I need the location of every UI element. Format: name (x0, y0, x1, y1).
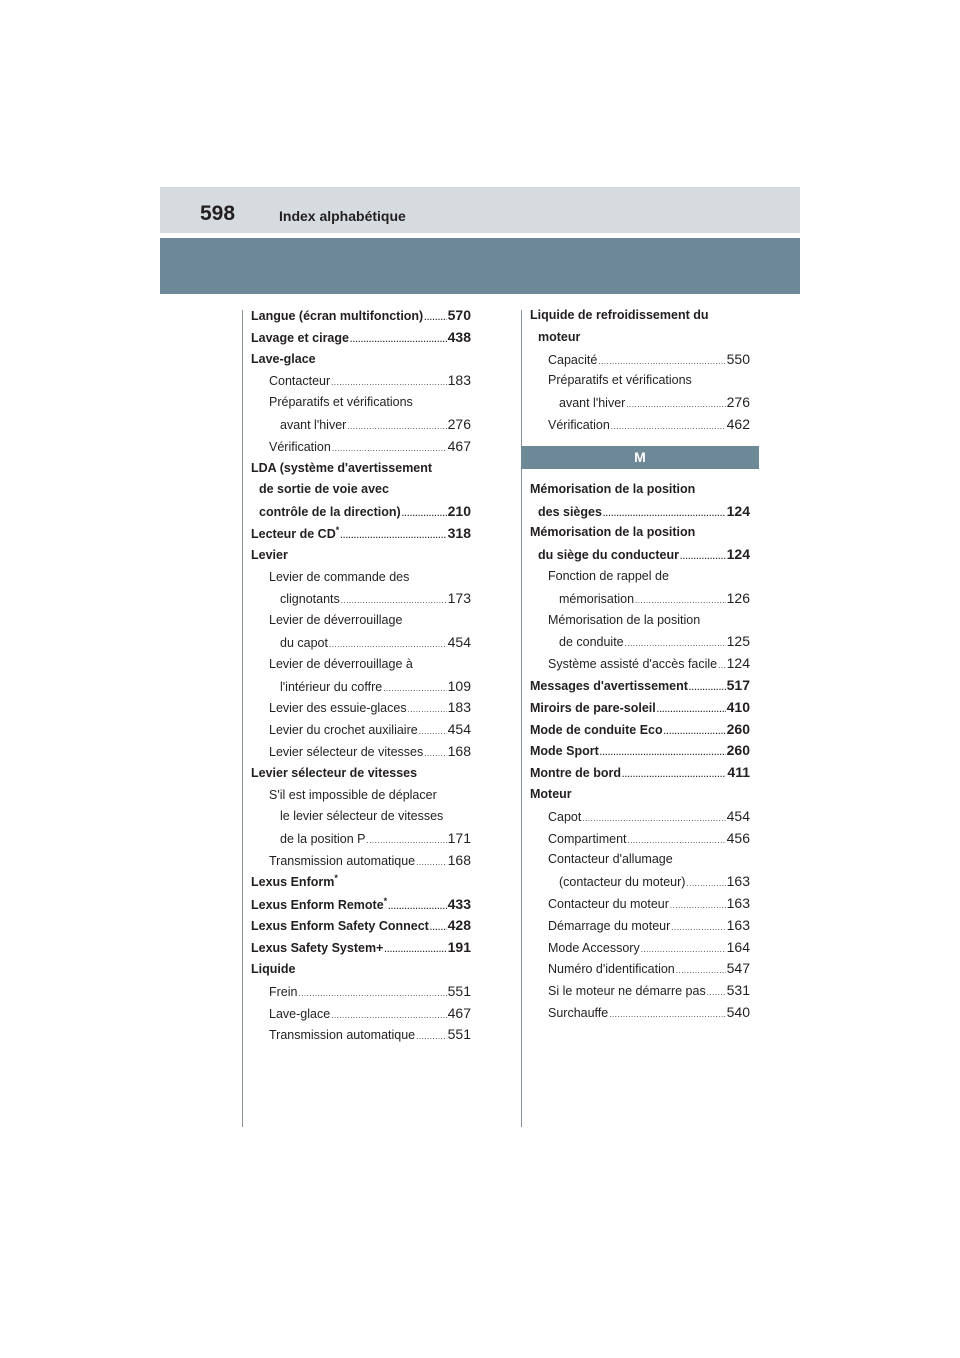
index-entry (251, 959, 471, 981)
footnote-asterisk: * (334, 872, 338, 883)
letter-heading-m: M (521, 446, 759, 469)
dot-leader (350, 329, 447, 349)
index-entry-term: Messages d'avertissement (530, 678, 688, 693)
dot-leader (347, 416, 446, 436)
index-entry-page: 191 (447, 939, 471, 956)
index-entry-term: Préparatifs et vérifications (548, 373, 692, 388)
index-entry-page: 411 (727, 764, 750, 781)
dot-leader (331, 372, 446, 392)
index-entry (251, 741, 471, 763)
index-entry-term: de sortie de voie avec (259, 482, 389, 497)
index-entry-term: Si le moteur ne démarre pas (548, 984, 706, 999)
dot-leader (419, 721, 447, 741)
index-entry-term: du capot (280, 635, 328, 650)
footnote-asterisk: * (383, 895, 388, 906)
index-entry-page: 124 (726, 546, 750, 563)
dot-leader (676, 960, 726, 980)
index-entry-term: le levier sélecteur de vitesses (280, 809, 444, 824)
index-entry (530, 544, 750, 566)
index-entry (251, 915, 471, 937)
index-entry-page: 173 (447, 590, 471, 607)
index-entry (251, 479, 471, 501)
index-entry-term: de conduite (559, 635, 624, 650)
index-entry (251, 436, 471, 458)
dot-leader (424, 743, 446, 763)
dot-leader (671, 917, 725, 937)
dot-leader (626, 394, 725, 414)
index-entry (251, 697, 471, 719)
index-entry-page: 125 (726, 633, 750, 650)
index-entry-page: 462 (726, 415, 750, 432)
index-entry (530, 719, 750, 741)
dot-leader (598, 351, 725, 371)
index-entry-page: 410 (726, 698, 750, 715)
index-entry (251, 610, 471, 632)
index-entry (530, 958, 750, 980)
dot-leader (332, 438, 447, 458)
index-entry (530, 522, 750, 544)
index-entry (251, 632, 471, 654)
index-entry (530, 653, 750, 675)
dot-leader (329, 634, 447, 654)
index-entry (530, 479, 750, 501)
index-entry-term: Système assisté d'accès facile (548, 657, 718, 672)
index-entry-page: 551 (447, 1026, 471, 1043)
index-entry-term: Lexus Enform Safety Connect (251, 919, 429, 934)
index-entry-term: Surchauffe (548, 1005, 609, 1020)
dot-leader (689, 677, 726, 697)
section-title: Index alphabétique (279, 208, 406, 224)
dot-leader (402, 503, 447, 523)
index-entry-term: Lave-glace (269, 1006, 331, 1021)
index-entry-page: 163 (726, 916, 750, 933)
dot-leader (388, 896, 446, 916)
dot-leader (707, 982, 726, 1002)
index-entry (530, 610, 750, 632)
index-entry-term: Montre de bord (530, 766, 621, 781)
index-entry-term: S'il est impossible de déplacer (269, 787, 437, 802)
index-entry-term: Levier de déverrouillage (269, 613, 403, 628)
index-entry (530, 566, 750, 588)
index-entry-term: Contacteur du moteur (548, 896, 669, 911)
index-entry (530, 784, 750, 806)
index-entry-term: Lavage et cirage (251, 330, 349, 345)
index-entry-page: 124 (726, 502, 750, 519)
index-entry-term: Mémorisation de la position (530, 481, 696, 496)
index-entry (251, 894, 471, 916)
index-entry-term: Levier de déverrouillage à (269, 656, 413, 671)
dot-leader (340, 525, 446, 545)
index-entry (251, 327, 471, 349)
header-color-band (160, 238, 800, 294)
index-entry-term: Contacteur d'allumage (548, 852, 673, 867)
dot-leader (664, 721, 726, 741)
index-entry-page: 124 (726, 655, 750, 672)
index-entry (251, 763, 471, 785)
index-entry (530, 740, 750, 762)
dot-leader (628, 830, 726, 850)
index-entry-term: LDA (système d'avertissement (251, 460, 433, 475)
index-entry-page: 456 (726, 829, 750, 846)
index-entry (251, 305, 471, 327)
index-entry (530, 871, 750, 893)
index-entry-term: Mode Sport (530, 744, 599, 759)
index-entry-term: avant l'hiver (280, 417, 347, 432)
index-entry (251, 719, 471, 741)
dot-leader (424, 307, 446, 327)
index-entry-page: 570 (447, 307, 471, 323)
index-entry (251, 676, 471, 698)
index-entry-term: Transmission automatique (269, 853, 416, 868)
index-entry (530, 392, 750, 414)
index-entry (530, 675, 750, 697)
index-entry-page: 318 (447, 524, 471, 541)
index-entry-term: Démarrage du moteur (548, 918, 671, 933)
index-entry (251, 567, 471, 589)
index-entry-term: Langue (écran multifonction) (251, 309, 424, 323)
dot-leader (383, 678, 446, 698)
index-entry-page: 183 (447, 372, 471, 389)
page-number: 598 (200, 202, 236, 225)
dot-leader (622, 764, 726, 784)
index-entry-term: de la position P (280, 832, 366, 847)
index-entry (251, 785, 471, 807)
index-entry-page: 210 (447, 503, 471, 520)
index-entry-term: mémorisation (559, 591, 635, 606)
index-entry-term: Frein (269, 984, 298, 999)
dot-leader (641, 939, 726, 959)
index-entry-term: Numéro d'identification (548, 962, 675, 977)
index-entry (251, 545, 471, 567)
index-entry-term: Lecteur de CD* (251, 524, 340, 541)
dot-leader (686, 873, 725, 893)
dot-leader (625, 633, 726, 653)
index-entry (530, 305, 750, 327)
index-entry (530, 370, 750, 392)
index-entry-term: Miroirs de pare-soleil (530, 700, 656, 715)
index-entry-term: Liquide (251, 961, 296, 976)
index-entry (530, 501, 750, 523)
index-entry (530, 414, 750, 436)
index-entry (530, 828, 750, 850)
index-entry-term: Levier des essuie-glaces (269, 701, 407, 716)
index-entry-term: Lave-glace (251, 351, 316, 366)
index-group-m (530, 479, 750, 1024)
index-entry-page: 109 (447, 677, 471, 694)
index-entry-term: Vérification (269, 439, 331, 454)
index-entry-page: 531 (726, 982, 750, 999)
index-entry (530, 327, 750, 349)
index-entry (251, 501, 471, 523)
index-entry-page: 433 (447, 895, 471, 912)
index-entry (530, 588, 750, 610)
index-entry-term: Capot (548, 809, 582, 824)
index-entry (530, 349, 750, 371)
index-entry-page: 467 (447, 437, 471, 454)
index-entry-page: 454 (447, 633, 471, 650)
index-entry (530, 915, 750, 937)
index-entry-term: Liquide de refroidissement du (530, 308, 709, 322)
index-entry-term: Levier de commande des (269, 569, 410, 584)
index-entry-page: 163 (726, 894, 750, 911)
index-entry-term: Mémorisation de la position (548, 612, 701, 627)
index-entry-term: Levier sélecteur de vitesses (269, 744, 424, 759)
dot-leader (384, 939, 446, 959)
header-band (160, 187, 800, 233)
index-entry (530, 762, 750, 784)
index-group-l-continued (530, 305, 750, 436)
index-entry-term: moteur (538, 329, 581, 344)
index-entry-term: Mode Accessory (548, 940, 640, 955)
index-entry-page: 168 (447, 851, 471, 868)
index-entry-page: 163 (726, 873, 750, 890)
index-entry (530, 806, 750, 828)
index-entry (251, 828, 471, 850)
index-entry-term: Levier du crochet auxiliaire (269, 723, 418, 738)
index-entry-term: avant l'hiver (559, 396, 626, 411)
index-entry-term: des sièges (538, 504, 602, 519)
index-entry-term: clignotants (280, 592, 340, 607)
index-entry-page: 276 (726, 394, 750, 411)
index-entry-term: Transmission automatique (269, 1028, 416, 1043)
dot-leader (611, 416, 726, 436)
dot-leader (430, 917, 447, 937)
index-entry (251, 523, 471, 545)
index-entry-term: Levier sélecteur de vitesses (251, 765, 418, 780)
index-entry (251, 370, 471, 392)
index-entry-term: Mémorisation de la position (530, 525, 696, 540)
dot-leader (670, 895, 726, 915)
index-entry-page: 428 (447, 917, 471, 934)
index-entry-term: du siège du conducteur (538, 548, 679, 563)
index-entry-term: Vérification (548, 417, 610, 432)
index-entry (251, 654, 471, 676)
index-entry-term: Préparatifs et vérifications (269, 395, 413, 410)
index-entry-page: 550 (726, 350, 750, 367)
index-entry (251, 1003, 471, 1025)
index-entry-term: Moteur (530, 786, 572, 801)
index-entry-page: 168 (447, 742, 471, 759)
index-entry-page: 126 (726, 589, 750, 606)
dot-leader (416, 852, 447, 872)
index-entry (251, 806, 471, 828)
index-entry (530, 631, 750, 653)
dot-leader (718, 655, 726, 675)
index-entry (251, 872, 471, 894)
index-entry-term: Lexus Enform* (251, 872, 338, 889)
index-entry-term: Capacité (548, 352, 598, 367)
index-entry-term: l'intérieur du coffre (280, 679, 383, 694)
index-entry-page: 551 (447, 982, 471, 999)
index-entry (251, 588, 471, 610)
dot-leader (416, 1026, 447, 1046)
dot-leader (341, 590, 447, 610)
index-entry-term: Compartiment (548, 831, 627, 846)
dot-leader (408, 699, 447, 719)
index-entry-term: Contacteur (269, 374, 331, 389)
index-entry-page: 438 (447, 328, 471, 345)
dot-leader (331, 1005, 446, 1025)
index-entry-term: (contacteur du moteur) (559, 875, 686, 890)
index-entry (251, 392, 471, 414)
dot-leader (635, 590, 726, 610)
index-entry (530, 697, 750, 719)
index-entry-page: 260 (726, 742, 750, 759)
dot-leader (582, 808, 725, 828)
dot-leader (600, 742, 726, 762)
index-entry-term: Mode de conduite Eco (530, 722, 663, 737)
index-entry-page: 547 (726, 960, 750, 977)
index-entry-page: 454 (726, 807, 750, 824)
index-entry (530, 980, 750, 1002)
index-column-left (251, 305, 471, 1046)
index-entry-term: Lexus Safety System+ (251, 941, 384, 956)
index-entry-page: 467 (447, 1004, 471, 1021)
index-entry-page: 276 (447, 415, 471, 432)
index-entry-page: 260 (726, 720, 750, 737)
index-entry (530, 893, 750, 915)
index-entry-term: Lexus Enform Remote* (251, 895, 388, 912)
footnote-asterisk: * (335, 524, 340, 535)
left-column-rule (242, 310, 243, 1127)
index-entry-page: 164 (726, 938, 750, 955)
dot-leader (298, 983, 446, 1003)
dot-leader (603, 503, 726, 523)
index-entry-term: Levier (251, 547, 288, 562)
index-entry (251, 1024, 471, 1046)
index-entry-page: 171 (447, 830, 471, 847)
index-entry-page: 454 (447, 721, 471, 738)
index-entry (251, 850, 471, 872)
index-entry (530, 849, 750, 871)
index-entry (251, 349, 471, 371)
dot-leader (657, 699, 726, 719)
index-entry (251, 937, 471, 959)
center-column-rule (521, 310, 522, 1127)
index-entry-page: 183 (447, 699, 471, 716)
index-entry-term: Fonction de rappel de (548, 568, 669, 583)
index-entry (251, 414, 471, 436)
index-entry (530, 937, 750, 959)
dot-leader (680, 546, 726, 566)
index-entry (251, 458, 471, 480)
index-entry-page: 517 (726, 676, 750, 693)
index-entry (251, 981, 471, 1003)
index-column-right (530, 305, 750, 1024)
index-entry-page: 540 (726, 1003, 750, 1020)
index-entry (530, 1002, 750, 1024)
dot-leader (366, 830, 446, 850)
dot-leader (609, 1004, 725, 1024)
index-entry-term: contrôle de la direction) (259, 505, 401, 520)
